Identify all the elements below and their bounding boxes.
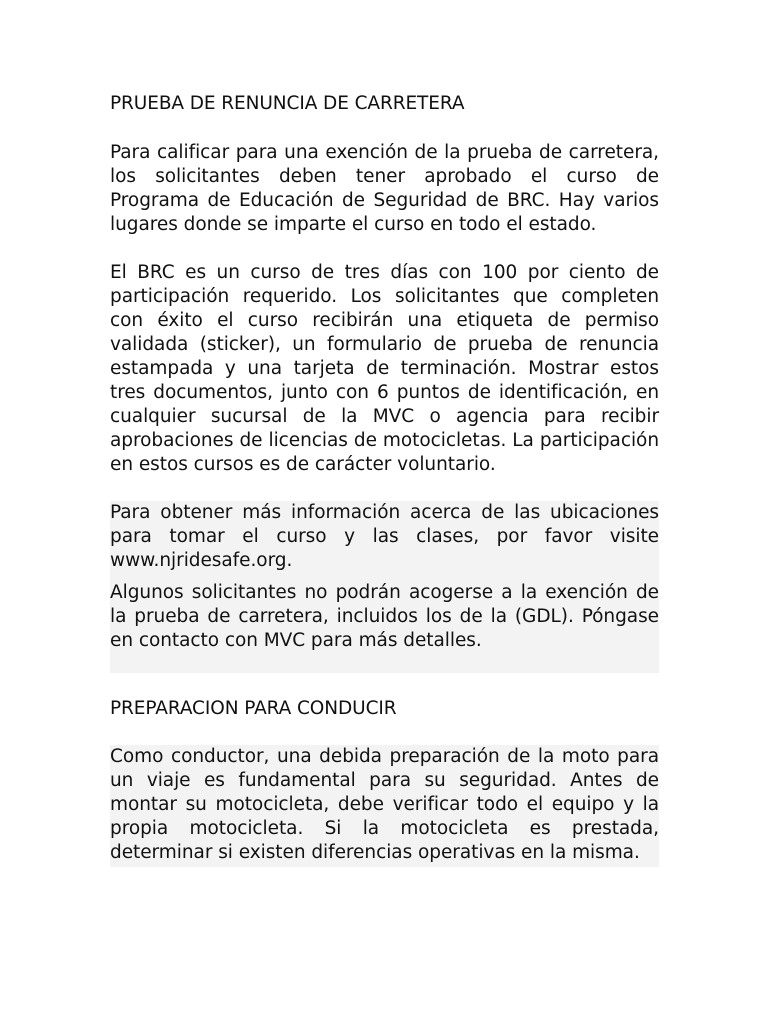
paragraph-gdl-exclusion: Algunos solicitantes no podrán acogerse a la exención de la prueba de carretera, incluidos los de la (GDL). Póngase en contacto con MVC para más detalles. xyxy=(110,582,659,651)
document-page xyxy=(110,90,659,867)
section-title-road-test-waiver: PRUEBA DE RENUNCIA DE CARRETERA xyxy=(110,93,465,114)
paragraph-brc-course: El BRC es un curso de tres días con 100 por ciento de participación requerido. Los solicitantes que completen con éxito el curso recibirán una etiqueta de permiso validada (sticker), un formulario de prueba de renuncia estampada y una tarjeta de terminación. Mostrar estos tres documentos, junto con 6 puntos de identificación, en cualquier sucursal de la MVC o agencia para recibir aprobaciones de licencias de motocicletas. La participación en estos cursos es de carácter voluntario. xyxy=(110,262,659,475)
shaded-info-box xyxy=(110,501,659,673)
paragraph-exemption-eligibility: Para calificar para una exención de la prueba de carretera, los solicitantes deben tener aprobado el curso de Programa de Educación de Seguridad de BRC. Hay varios lugares donde se imparte el curso en todo el estado. xyxy=(110,142,659,235)
paragraph-rider-preparation: Como conductor, una debida preparación de la moto para un viaje es fundamental para su seguridad. Antes de montar su motocicleta, debe verificar todo el equipo y la propia motocicleta. Si la motocicleta es prestada, determinar si existen diferencias operativas en la misma. xyxy=(110,745,659,867)
section-title-riding-preparation: PREPARACION PARA CONDUCIR xyxy=(110,698,397,719)
paragraph-more-info: Para obtener más información acerca de las ubicaciones para tomar el curso y las clases, por favor visite www.njridesafe.org. xyxy=(110,502,659,571)
